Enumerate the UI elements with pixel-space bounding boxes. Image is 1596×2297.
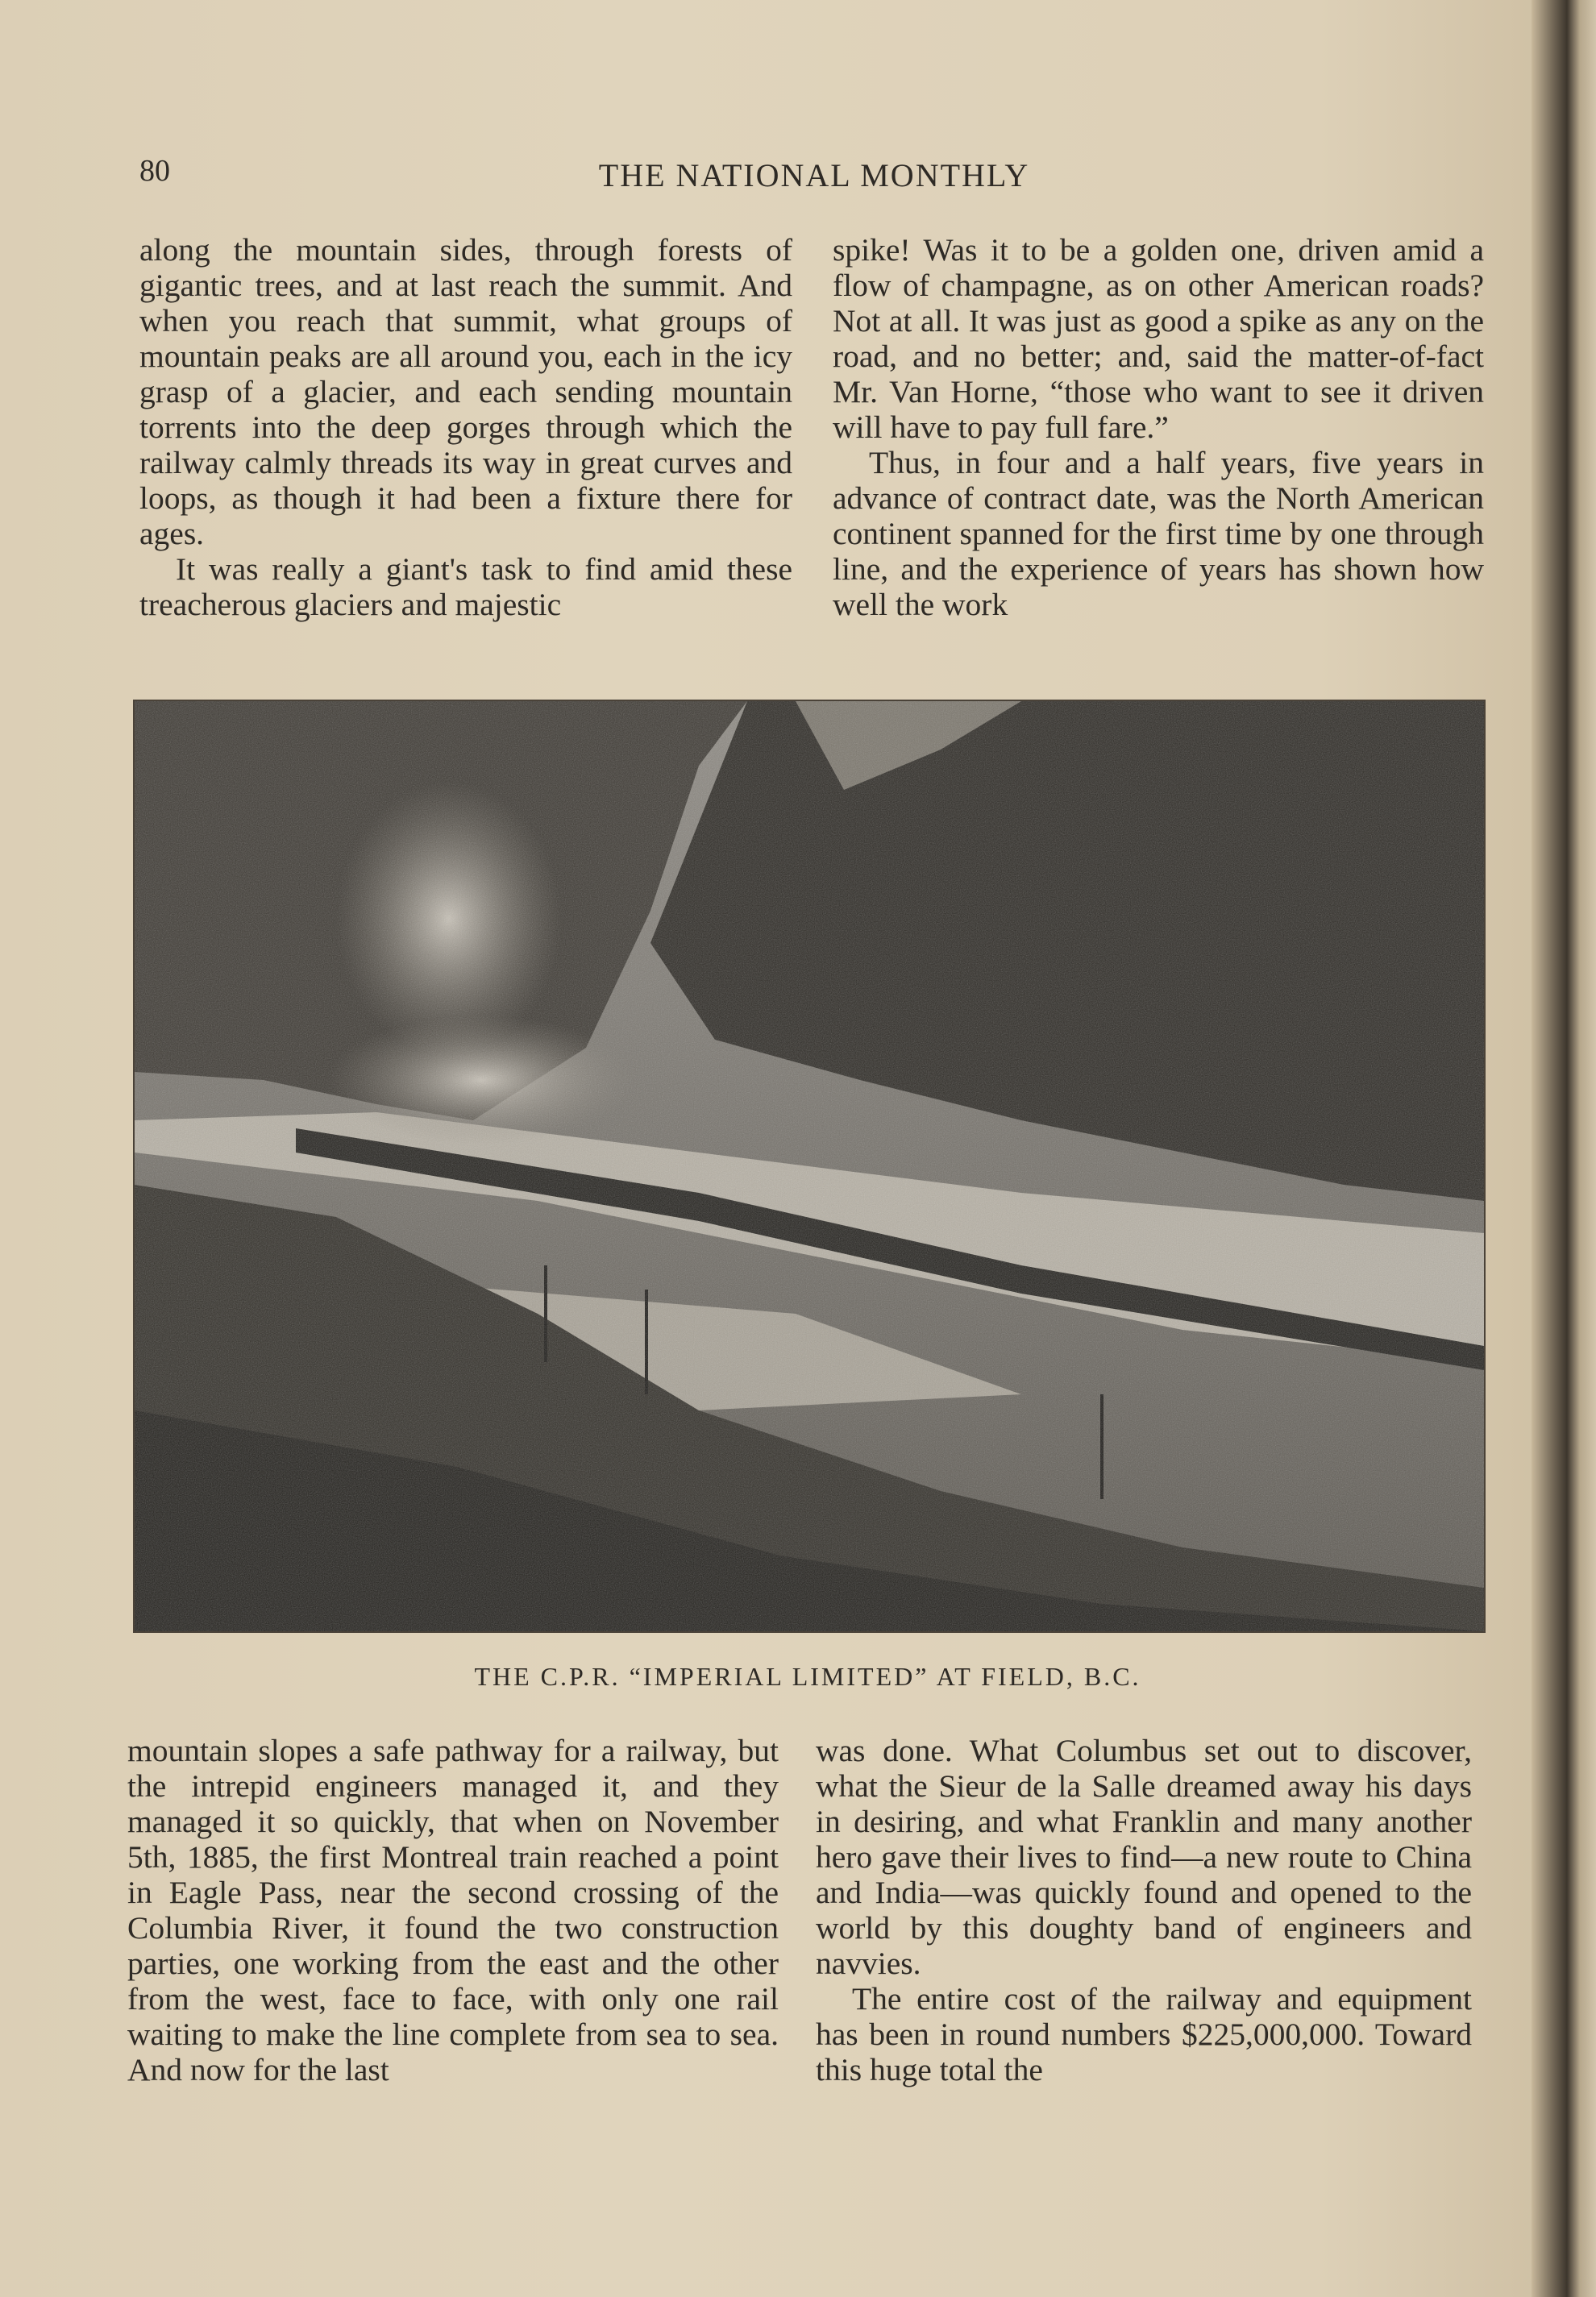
paragraph: It was really a giant's task to find amid these treacherous glaciers and majestic [139, 551, 792, 622]
book-gutter [1532, 0, 1596, 2297]
train-photograph [133, 700, 1486, 1633]
column-bottom-right [816, 1733, 1472, 2087]
page-header [137, 153, 1491, 201]
running-title: THE NATIONAL MONTHLY [598, 157, 1030, 193]
column-top-left [139, 232, 792, 622]
paragraph: The entire cost of the railway and equipment has been in round numbers $225,000,000. Toward this huge total the [816, 1981, 1472, 2087]
page-number: 80 [139, 154, 170, 188]
paragraph: along the mountain sides, through forests of gigantic trees, and at last reach the summit. And when you reach that summit, what groups of mountain peaks are all around you, each in the icy grasp of a glacier, and each sending mountain torrents into the deep gorges through which the railway calmly threads its way in great curves and loops, as though it had been a fixture there for ages. [139, 232, 792, 551]
paragraph: was done. What Columbus set out to discover, what the Sieur de la Salle dreamed away his days in desiring, and what Franklin and many another hero gave their lives to find—a new route to China and India—was quickly found and opened to the world by this doughty band of engineers and navvies. [816, 1733, 1472, 1981]
column-top-right [833, 232, 1484, 622]
paragraph: spike! Was it to be a golden one, driven amid a flow of champagne, as on other American roads? Not at all. It was just as good a spike as any on the road, and no better; and, said the matter-of-fact Mr. Van Horne, “those who want to see it driven will have to pay full fare.” [833, 232, 1484, 445]
figure-caption: THE C.P.R. “IMPERIAL LIMITED” AT FIELD, B.C. [474, 1662, 1141, 1691]
paragraph: Thus, in four and a half years, five years in advance of contract date, was the North American continent spanned for the first time by one through line, and the experience of years has shown how well the work [833, 445, 1484, 622]
column-bottom-left [127, 1733, 779, 2087]
paragraph: mountain slopes a safe pathway for a railway, but the intrepid engineers managed it, and they managed it so quickly, that when on November 5th, 1885, the first Montreal train reached a point in Eagle Pass, near the second crossing of the Columbia River, it found the two construction parties, one working from the east and the other from the west, face to face, with only one rail waiting to make the line complete from sea to sea. And now for the last [127, 1733, 779, 2087]
